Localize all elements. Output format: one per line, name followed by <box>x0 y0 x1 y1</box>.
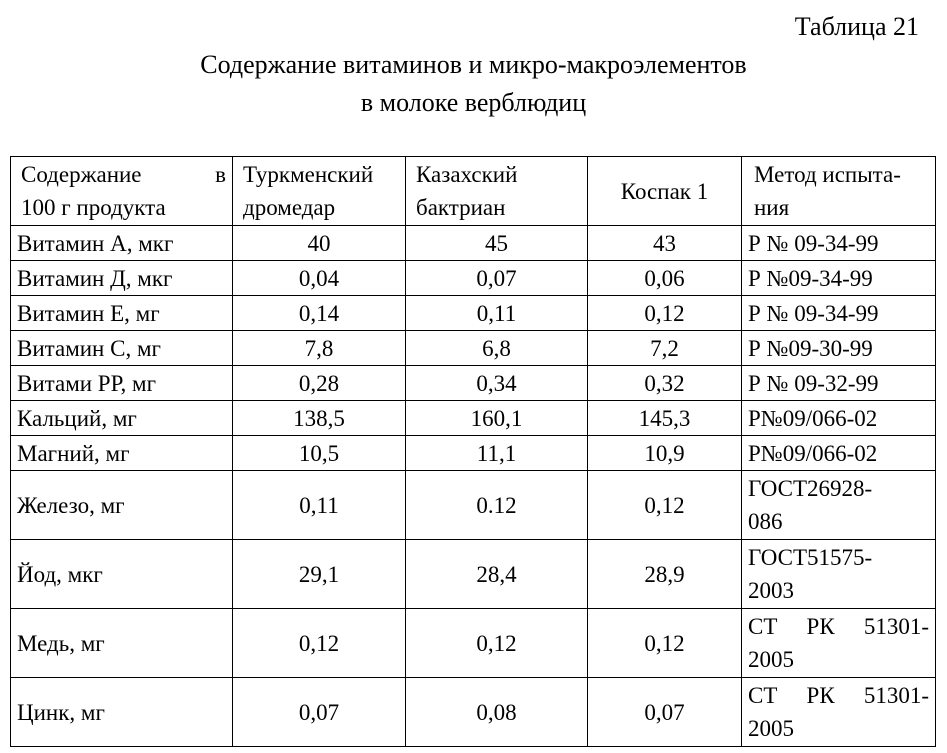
cell-kazakh: 28,4 <box>406 540 588 609</box>
table-row <box>11 226 936 261</box>
cell-method-line-1: ГОСТ26928- <box>748 476 873 501</box>
cell-kospak: 43 <box>588 226 742 261</box>
cell-method-line-1: СТ РК 51301- <box>748 683 929 708</box>
header-content-line-1: Содержание в <box>21 162 226 187</box>
cell-turkmen: 0,07 <box>233 678 406 747</box>
cell-method-line-1: СТ РК 51301- <box>748 614 929 639</box>
vitamins-table <box>10 156 936 747</box>
row-name: Витамин Е, мг <box>11 296 233 331</box>
cell-turkmen: 0,28 <box>233 366 406 401</box>
cell-method-line-2: 2005 <box>748 716 794 741</box>
table-row <box>11 401 936 436</box>
row-name: Витамин А, мкг <box>11 226 233 261</box>
cell-kospak: 0,06 <box>588 261 742 296</box>
header-turkmen-line-1: Туркменский <box>243 162 374 187</box>
header-turkmen-line-2: дромедар <box>243 195 336 220</box>
table-row <box>11 609 936 678</box>
cell-method-line-2: 086 <box>748 509 783 534</box>
table-row <box>11 540 936 609</box>
cell-kazakh: 0,08 <box>406 678 588 747</box>
cell-turkmen: 0,12 <box>233 609 406 678</box>
table-row <box>11 261 936 296</box>
header-content <box>11 157 233 226</box>
row-name: Железо, мг <box>11 471 233 540</box>
cell-kazakh: 6,8 <box>406 331 588 366</box>
row-name: Витами РР, мг <box>11 366 233 401</box>
cell-method: Р№09/066-02 <box>742 436 936 471</box>
cell-method: Р № 09-34-99 <box>742 226 936 261</box>
cell-turkmen: 7,8 <box>233 331 406 366</box>
table-row <box>11 296 936 331</box>
cell-kazakh: 11,1 <box>406 436 588 471</box>
cell-method: Р № 09-34-99 <box>742 296 936 331</box>
table-title-line-2: в молоке верблюдиц <box>360 88 587 117</box>
header-kazakh-line-1: Казахский <box>416 162 518 187</box>
header-content-line-2: 100 г продукта <box>21 195 166 220</box>
table-row <box>11 471 936 540</box>
cell-kazakh: 45 <box>406 226 588 261</box>
cell-method: Р №09-34-99 <box>742 261 936 296</box>
header-kospak: Коспак 1 <box>588 157 742 226</box>
cell-turkmen: 0,11 <box>233 471 406 540</box>
cell-method: Р № 09-32-99 <box>742 366 936 401</box>
row-name: Медь, мг <box>11 609 233 678</box>
cell-turkmen: 10,5 <box>233 436 406 471</box>
cell-kazakh: 0.12 <box>406 471 588 540</box>
cell-kazakh: 160,1 <box>406 401 588 436</box>
header-kazakh-bactrian <box>406 157 588 226</box>
row-name: Витамин С, мг <box>11 331 233 366</box>
row-name: Йод, мкг <box>11 540 233 609</box>
cell-kospak: 0,07 <box>588 678 742 747</box>
cell-kazakh: 0,07 <box>406 261 588 296</box>
cell-turkmen: 0,04 <box>233 261 406 296</box>
cell-kazakh: 0,12 <box>406 609 588 678</box>
header-method-line-1: Метод испыта- <box>754 162 901 187</box>
header-kazakh-line-2: бактриан <box>416 195 506 220</box>
cell-kospak: 0,12 <box>588 609 742 678</box>
cell-method <box>742 540 936 609</box>
cell-kospak: 0,12 <box>588 296 742 331</box>
row-name: Магний, мг <box>11 436 233 471</box>
cell-method <box>742 678 936 747</box>
table-number: Таблица 21 <box>794 12 919 41</box>
row-name: Витамин Д, мкг <box>11 261 233 296</box>
cell-method-line-1: ГОСТ51575- <box>748 545 873 570</box>
table-row <box>11 678 936 747</box>
cell-method-line-2: 2005 <box>748 647 794 672</box>
row-name: Цинк, мг <box>11 678 233 747</box>
header-method-line-2: ния <box>754 195 790 220</box>
cell-turkmen: 29,1 <box>233 540 406 609</box>
cell-kospak: 0,32 <box>588 366 742 401</box>
cell-turkmen: 0,14 <box>233 296 406 331</box>
cell-kazakh: 0,11 <box>406 296 588 331</box>
cell-method: Р №09-30-99 <box>742 331 936 366</box>
cell-turkmen: 40 <box>233 226 406 261</box>
table-row <box>11 366 936 401</box>
cell-method-line-2: 2003 <box>748 578 794 603</box>
cell-kazakh: 0,34 <box>406 366 588 401</box>
cell-method <box>742 471 936 540</box>
table-title-line-1: Содержание витаминов и микро-макроэлементов <box>200 50 747 79</box>
cell-turkmen: 138,5 <box>233 401 406 436</box>
cell-kospak: 28,9 <box>588 540 742 609</box>
cell-kospak: 0,12 <box>588 471 742 540</box>
cell-kospak: 145,3 <box>588 401 742 436</box>
header-row <box>11 157 936 226</box>
cell-method <box>742 609 936 678</box>
cell-kospak: 7,2 <box>588 331 742 366</box>
cell-method: Р№09/066-02 <box>742 401 936 436</box>
cell-kospak: 10,9 <box>588 436 742 471</box>
table-row <box>11 331 936 366</box>
row-name: Кальций, мг <box>11 401 233 436</box>
header-test-method <box>742 157 936 226</box>
header-turkmen-dromedary <box>233 157 406 226</box>
table-row <box>11 436 936 471</box>
